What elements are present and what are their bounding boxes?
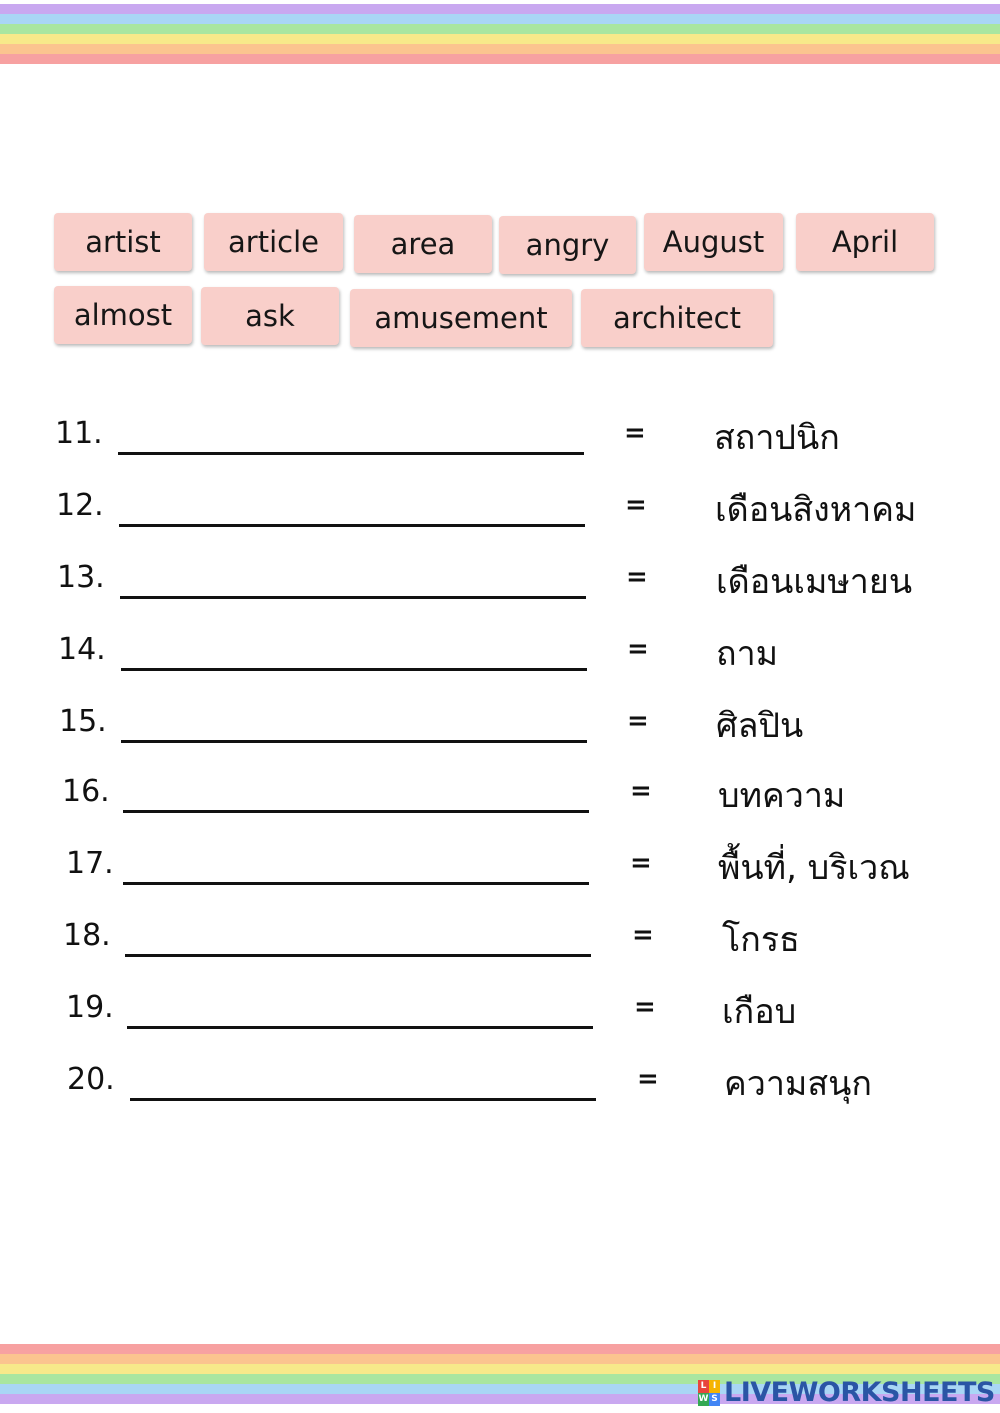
word-tile-article[interactable]: article — [204, 213, 343, 271]
equals-sign: = — [634, 992, 656, 1022]
question-number: 11. — [55, 416, 103, 451]
thai-meaning: สถาปนิก — [714, 418, 840, 458]
word-tile-april[interactable]: April — [796, 213, 934, 271]
question-number: 14. — [58, 632, 106, 667]
thai-meaning: โกรธ — [722, 920, 800, 960]
brand-name: LIVEWORKSHEETS — [724, 1377, 995, 1408]
answer-drop-zone[interactable] — [123, 770, 589, 814]
answer-drop-zone[interactable] — [121, 628, 587, 672]
answer-drop-zone[interactable] — [119, 484, 585, 528]
question-row — [0, 624, 1000, 684]
logo-letter: I — [709, 1380, 720, 1393]
question-row — [0, 910, 1000, 970]
equals-sign: = — [637, 1064, 659, 1094]
answer-drop-zone[interactable] — [123, 842, 589, 886]
thai-meaning: เดือนสิงหาคม — [715, 490, 917, 530]
equals-sign: = — [630, 776, 652, 806]
question-number: 18. — [63, 918, 111, 953]
thai-meaning: ความสนุก — [724, 1064, 872, 1104]
liveworksheets-logo-icon — [698, 1380, 720, 1406]
word-tile-almost[interactable]: almost — [54, 286, 192, 344]
question-row — [0, 838, 1000, 898]
thai-meaning: บทความ — [718, 776, 846, 816]
question-row — [0, 480, 1000, 540]
word-tile-area[interactable]: area — [354, 215, 492, 273]
question-row — [0, 1054, 1000, 1114]
answer-drop-zone[interactable] — [127, 986, 593, 1030]
thai-meaning: เกือบ — [722, 992, 797, 1032]
answer-drop-zone[interactable] — [125, 914, 591, 958]
question-number: 13. — [57, 560, 105, 595]
answer-drop-zone[interactable] — [121, 700, 587, 744]
word-tile-amusement[interactable]: amusement — [350, 289, 572, 347]
liveworksheets-brand — [698, 1377, 995, 1408]
question-number: 16. — [62, 774, 110, 809]
question-row — [0, 766, 1000, 826]
question-row — [0, 408, 1000, 468]
answer-drop-zone[interactable] — [120, 556, 586, 600]
equals-sign: = — [624, 418, 646, 448]
thai-meaning: ถาม — [716, 634, 779, 674]
word-tile-ask[interactable]: ask — [201, 287, 339, 345]
question-number: 20. — [67, 1062, 115, 1097]
question-number: 19. — [66, 990, 114, 1025]
question-number: 17. — [66, 846, 114, 881]
rainbow-top-border — [0, 4, 1000, 64]
question-row — [0, 696, 1000, 756]
word-tile-angry[interactable]: angry — [499, 216, 636, 274]
answer-drop-zone[interactable] — [118, 412, 584, 456]
word-tile-august[interactable]: August — [644, 213, 783, 271]
equals-sign: = — [630, 848, 652, 878]
equals-sign: = — [626, 562, 648, 592]
word-tile-architect[interactable]: architect — [581, 289, 773, 347]
logo-letter: S — [709, 1393, 720, 1406]
logo-letter: L — [698, 1380, 709, 1393]
answer-drop-zone[interactable] — [130, 1058, 596, 1102]
question-number: 15. — [59, 704, 107, 739]
logo-letter: W — [698, 1393, 709, 1404]
thai-meaning: เดือนเมษายน — [716, 562, 913, 602]
question-row — [0, 552, 1000, 612]
question-number: 12. — [56, 488, 104, 523]
word-tile-artist[interactable]: artist — [54, 213, 192, 271]
equals-sign: = — [627, 634, 649, 664]
equals-sign: = — [625, 490, 647, 520]
thai-meaning: ศิลปิน — [716, 706, 804, 746]
thai-meaning: พื้นที่, บริเวณ — [718, 848, 910, 888]
equals-sign: = — [632, 920, 654, 950]
equals-sign: = — [627, 706, 649, 736]
question-row — [0, 982, 1000, 1042]
